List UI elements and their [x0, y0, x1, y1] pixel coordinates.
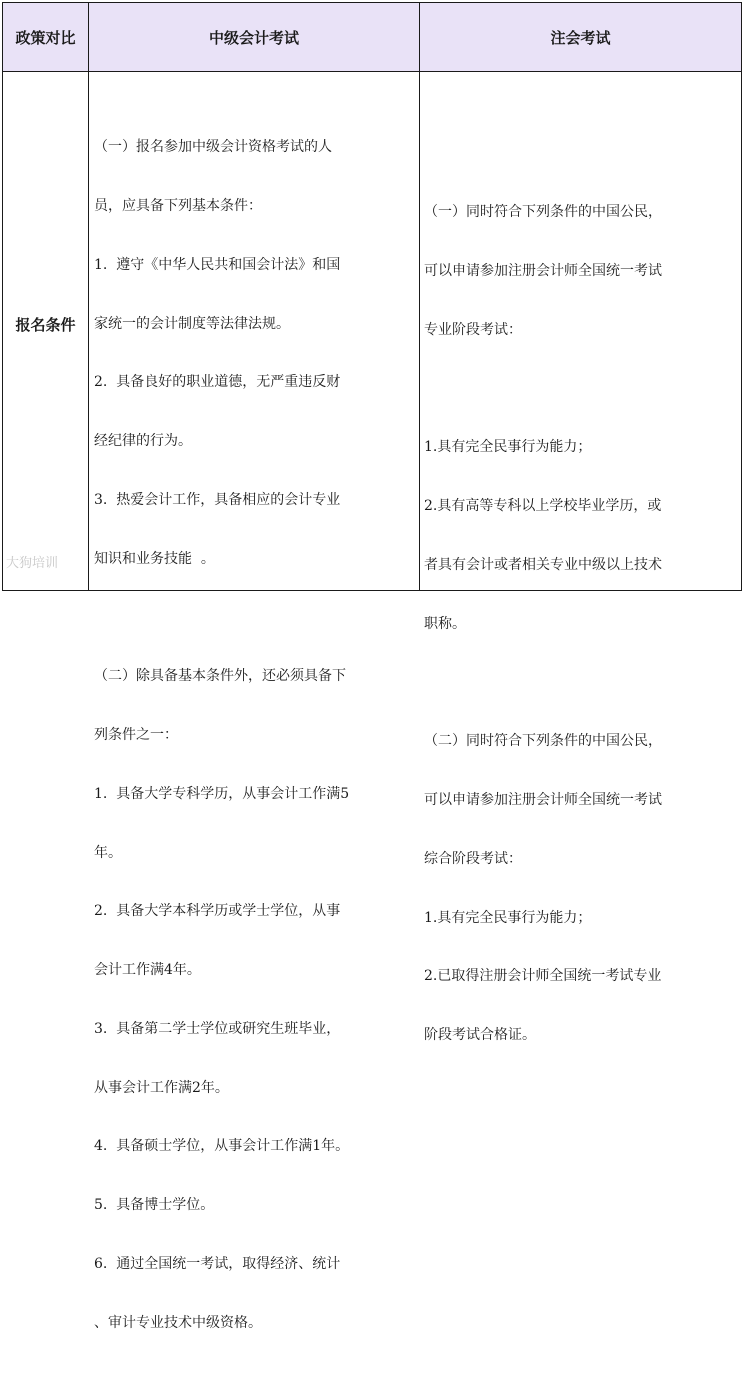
text-line: 综合阶段考试：: [424, 850, 522, 867]
text-line: 、审计专业技术中级资格。: [94, 1314, 262, 1331]
row-label-registration-conditions: [2, 71, 89, 591]
text-line: 2. 具备良好的职业道德，无严重违反财: [94, 374, 341, 391]
text-line: 会计工作满4年。: [94, 962, 201, 979]
text-line: 1. 具备大学专科学历，从事会计工作满5: [94, 785, 350, 802]
text-line: 1. 遵守《中华人民共和国会计法》和国: [94, 256, 341, 273]
cell-intermediate-conditions: [88, 71, 420, 1331]
text-line: 1.具有完全民事行为能力；: [424, 909, 592, 926]
text-line: 专业阶段考试：: [424, 321, 522, 338]
text-line: 从事会计工作满2年。: [94, 1079, 229, 1096]
text-line: 1.具有完全民事行为能力；: [424, 439, 592, 456]
text-line: 6. 通过全国统一考试，取得经济、统计: [94, 1256, 341, 1273]
text-line: 家统一的会计制度等法律法规。: [94, 315, 290, 332]
text-line: 4. 具备硕士学位，从事会计工作满1年。: [94, 1138, 350, 1155]
header-cpa-exam: 注会考试: [419, 2, 742, 72]
text-line: [424, 380, 740, 400]
text-line: 可以申请参加注册会计师全国统一考试: [424, 262, 662, 279]
text-line: 2.具有高等专科以上学校毕业学历，或: [424, 498, 662, 515]
text-line: 列条件之一：: [94, 727, 178, 743]
text-line: 3. 热爱会计工作，具备相应的会计专业: [94, 491, 341, 508]
watermark-logo: [6, 552, 58, 571]
text-line: 可以申请参加注册会计师全国统一考试: [424, 792, 662, 808]
policy-comparison-table: [2, 2, 742, 1331]
cpa-conditions-text: [424, 164, 740, 1085]
text-line: 2.已取得注册会计师全国统一考试专业: [424, 968, 662, 985]
text-line: 者具有会计或者相关专业中级以上技术: [424, 556, 662, 573]
text-line: （一）报名参加中级会计资格考试的人: [94, 139, 332, 156]
watermark-text: 大狗培训: [6, 556, 59, 571]
header-intermediate-accounting-exam: 中级会计考试: [88, 2, 420, 72]
text-line: 职称。: [424, 615, 466, 632]
text-line: [94, 608, 418, 628]
text-line: 2. 具备大学本科学历或学士学位，从事: [94, 903, 341, 920]
text-line: 经纪律的行为。: [94, 433, 192, 450]
text-line: [424, 673, 740, 693]
text-line: 阶段考试合格证。: [424, 1027, 536, 1044]
text-line: 员，应具备下列基本条件：: [94, 197, 262, 214]
header-policy-compare: 政策对比: [2, 2, 89, 72]
text-line: 知识和业务技能 。: [94, 550, 215, 567]
row-label-text: 报名条件: [15, 315, 76, 334]
intermediate-conditions-text: [94, 99, 418, 1373]
text-line: 年。: [94, 844, 122, 861]
text-line: 5. 具备博士学位。: [94, 1197, 215, 1214]
text-line: （二）同时符合下列条件的中国公民，: [424, 733, 662, 750]
cell-cpa-conditions: [419, 71, 742, 1044]
text-line: （二）除具备基本条件外，还必须具备下: [94, 668, 346, 685]
text-line: （一）同时符合下列条件的中国公民，: [424, 204, 662, 221]
text-line: 3. 具备第二学士学位或研究生班毕业，: [94, 1020, 341, 1037]
